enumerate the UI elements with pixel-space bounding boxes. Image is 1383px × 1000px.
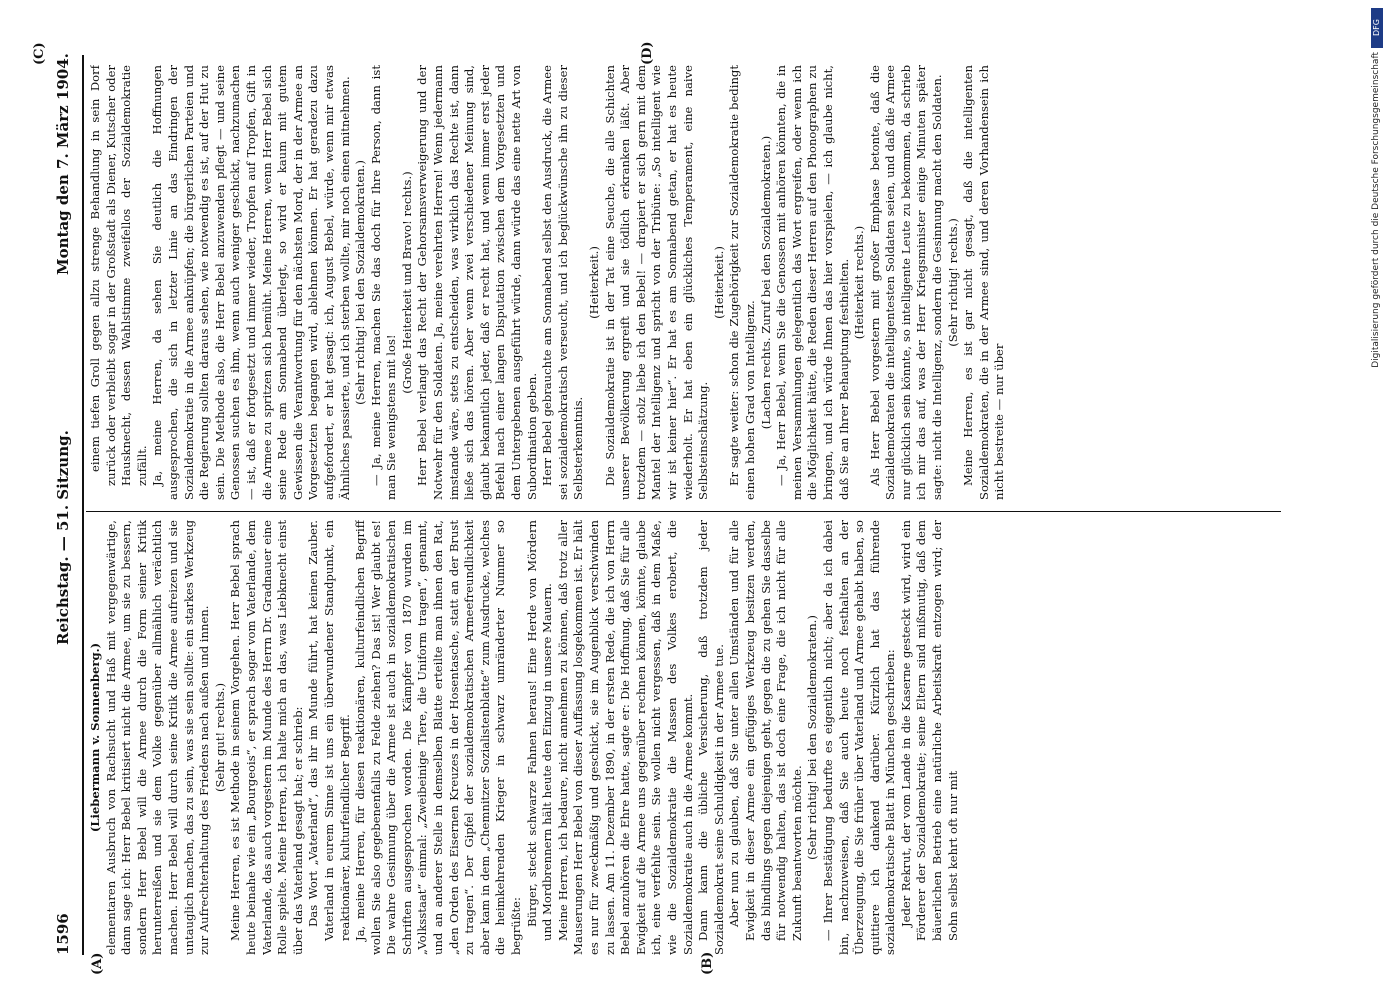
interjection: (Sehr richtig! bei den Sozialdemokraten.): [353, 160, 368, 405]
quotation: Das Wort „Vaterland“, das ihr im Munde führt, hat keinen Zauber. Vaterland in eurem Sinne ist uns ein überwundener Standpunkt, ein reaktionärer, kulturfeindlicher Begriff.: [306, 520, 352, 941]
page-number: 1596: [54, 913, 72, 955]
paragraph: — Ihrer Bestätigung bedurfte es eigentlich nicht; aber da ich dabei bin, nachzuweisen, daß Sie auch heute noch festhalten an der Überzeugung, die Sie früher über Vaterland und Armee gehabt haben, so quittiere ich dankend darüber. Kürzlich hat das führende sozialdemokratische Blatt in München geschrieben:: [820, 520, 898, 955]
page-header: [50, 45, 78, 975]
paragraph: Meine Herren, es ist gar nicht gesagt, daß die intelligenten Sozialdemokraten, die in der Armee sind, und deren Vorhandensein ich nicht bestreite — nur über: [961, 65, 1007, 500]
paragraph: Herr Bebel verlangt das Recht der Gehorsamsverweigerung und der Notwehr für den Soldaten. Ja, meine verehrten Herren! Wenn jedermann imstande wäre, stets zu entscheiden, was wirklich das Rechte ist, dann ließe sich das hören. Aber wenn zwei verschiedener Meinung sind, glaubt bekanntlich jeder, daß er recht hat, und wenn immer erst jeder Befehl nach einer langen Disputation zwischen dem Vorgesetzten und dem Untergebenen ausgeführt würde, dann würde das eine nette Art von Subordination geben.: [415, 65, 539, 500]
dfg-logo: DFG: [1371, 8, 1383, 48]
interjection: (Lachen rechts. Zuruf bei den Sozialdemokraten.): [758, 135, 773, 430]
interjection: (Heiterkeit.): [587, 246, 601, 319]
column-divider: [86, 511, 1281, 512]
quotation: Aber nun zu glauben, daß Sie unter allen Umständen und für alle Ewigkeit in dieser Armee ein gefügiges Werkzeug besitzen werden, das blindlings gegen diejenigen geht, gegen die zu gehen Sie dasselbe für notwendig halten, das ist doch eine Frage, die ich nicht für alle Zukunft beantworten möchte.: [727, 520, 804, 941]
rotated-page-content: [32, 41, 1310, 975]
quotation: Jeder Rekrut, der vom Lande in die Kaserne gesteckt wird, wird ein Förderer der Sozialdemokratie; seine Eltern sind mißmutig, daß dem bäuerlichen Betrieb eine natürliche Arbeitskraft entzogen wird; der Sohn selbst kehrt oft nur mit: [898, 520, 960, 941]
paragraph: Meine Herren, es ist Methode in seinem Vorgehen. Herr Bebel sprach heute beinahe wie ein „Bourgeois“, er sprach sogar vom Vaterlande, dem Vaterlande, das auch vorgestern im Munde des Herrn Dr. Gradnauer eine Rolle spielte. Meine Herren, ich halte mich an das, was Liebknecht einst über das Vaterland gesagt hat; er schrieb:: [228, 520, 305, 955]
digitization-credit: Digitalisierung gefördert durch die Deutsche Forschungsgemeinschaft: [1371, 52, 1381, 368]
right-column: [88, 65, 1278, 500]
header-rule: [82, 55, 84, 955]
paragraph: Als Herr Bebel vorgestern mit großer Emphase betonte, daß die Sozialdemokraten die intelligentesten Soldaten seien, und daß die Armee nur glücklich sein könnte, so intelligente Leute zu bekommen, da schrieb ich mir das auf, was der Herr Kriegsminister einige Minuten später sagte: nicht die Intelligenz, sondern die Gesinnung macht den Soldaten.: [867, 65, 945, 500]
paragraph: Dann kann die übliche Versicherung, daß trotzdem jeder Sozialdemokrat seine Schuldigkeit in der Armee tue.: [696, 520, 726, 955]
margin-marker-b: (B): [700, 951, 715, 975]
paragraph: Er sagte weiter: schon die Zugehörigkeit zur Sozialdemokratie bedingt einen hohen Grad von Intelligenz.: [727, 65, 757, 500]
paragraph: elementaren Ausbruch von Rachsucht und Haß mit vergegenwärtige, dann sage ich: Herr Bebel kritisiert nicht die Armee, um sie zu bessern, sondern Herr Bebel will die Armee durch die Form seiner Kritik herunterreißen und sie dem Volke gegenüber allmählich verächtlich machen. Herr Bebel will durch seine Kritik die Armee aufreizen und sie untauglich machen, das zu sein, was sie sein sollte: ein starkes Werkzeug zur Aufrechterhaltung des Friedens nach außen und innen.: [103, 520, 212, 955]
speaker-name: (Liebermann v. Sonnenberg.): [88, 642, 102, 833]
paragraph: Ja, meine Herren, da sehen Sie deutlich die Hoffnungen ausgesprochen, die sich in letzter Linie an das Eindringen der Sozialdemokratie in die Armee anknüpfen; die bürgerlichen Parteien und die Regierung sollten daraus sehen, wie notwendig es ist, auf der Hut zu sein. Die Methode also, die Herr Bebel anzuwenden pflegt — und seine Genossen suchen es ihm, wenn auch weniger geschickt, nachzumachen — ist, daß er fortgesetzt und immer wieder, Tropfen auf Tropfen, Gift in die Armee zu spritzen sich bemüht. Meine Herren, wenn Herr Bebel sich seine Rede am Sonnabend überlegt, so wird er kaum mit gutem Gewissen die Verantwortung für den nächsten Mord, der in der Armee an Vorgesetzten begangen wird, ablehnen können. Er hat geradezu dazu aufgefordert, er hat gesagt: ich, August Bebel, würde, wenn mir etwas Ähnliches passierte, und ich sterben wollte, mir noch einen mitnehmen.: [150, 65, 352, 500]
interjection: (Große Heiterkeit und Bravo! rechts.): [399, 171, 414, 394]
paragraph: Herr Bebel gebrauchte am Sonnabend selbst den Ausdruck, die Armee sei sozialdemokratisch verseucht, und ich beglückwünsche ihn zu dieser Selbsterkenntnis.: [540, 65, 586, 500]
interjection: (Heiterkeit.): [711, 246, 726, 319]
paragraph: — Ja, Herr Bebel, wenn Sie die Genossen mit anhören könnten, die in meinen Versammlungen gelegentlich das Wort ergreifen, oder wenn ich die Möglichkeit hätte, die Reden dieser Herren auf den Phonographen zu bringen, und ich würde Ihnen das hier vorspielen, — ich glaube nicht, daß Sie an Ihrer Behauptung festhielten.: [774, 65, 851, 500]
section-title: Reichstag. — 51. Sitzung.: [54, 430, 72, 645]
interjection: (Sehr richtig! rechts.): [945, 218, 960, 347]
paragraph: — Ja, meine Herren, machen Sie das doch für Ihre Person, dann ist man Sie wenigstens mit los!: [368, 65, 399, 500]
paragraph: Ja, meine Herren, für diesen reaktionären, kulturfeindlichen Begriff wollen Sie also gegebenenfalls zu Felde ziehen? Das ist! Wer glaubt es! Die wahre Gesinnung über die Armee ist auch in sozialdemokratischen Schriften ausgesprochen worden. Die Kämpfer von 1870 wurden im „Volksstaat“ einmal: „Zweibeinige Tiere, die Uniform tragen“, genannt, und an anderer Stelle in demselben Blatte erteilte man ihnen den Rat, „den Orden des Eisernen Kreuzes in der Hosentasche, statt an der Brust zu tragen“. Der Gipfel der sozialdemokratischen Armeefreundlichkeit aber kam in dem „Chemnitzer Sozialistenblatte“ zum Ausdrucke, welches die heimkehrenden Krieger in schwarz umränderter Nummer so begrüßte:: [353, 520, 524, 955]
interjection: (Sehr richtig! bei den Sozialdemokraten.): [805, 615, 820, 860]
margin-marker-a: (A): [90, 952, 105, 975]
issue-date: Montag den 7. März 1904.: [54, 53, 72, 275]
quotation: Bürger, steckt schwarze Fahnen heraus! Eine Herde von Mördern und Mordbrennern hält heute den Einzug in unsere Mauern.: [524, 520, 555, 941]
paragraph: Meine Herren, ich bedaure, nicht annehmen zu können, daß trotz aller Mauserungen Herr Bebel von dieser Auffassung losgekommen ist. Er hält es nur für zweckmäßig und geschickt, sie im Augenblick verschwinden zu lassen. Am 11. Dezember 1890, in der ersten Rede, die ich von Herrn Bebel anzuhören die Ehre hatte, sagte er: Die Hoffnung, daß Sie für alle Ewigkeit auf die Armee uns gegenüber rechnen können, könnte, glaube ich, eine verfehlte sein. Sie wollen nicht vergessen, daß in dem Maße, wie die Sozialdemokratie die Massen des Volkes erobert, die Sozialdemokratie auch in die Armee kommt.: [555, 520, 695, 955]
digitization-sidebar: [1369, 8, 1383, 992]
margin-marker-d: (D): [640, 41, 655, 65]
interjection: (Heiterkeit rechts.): [852, 225, 867, 340]
margin-marker-c: (C): [32, 42, 47, 65]
paragraph: Die Sozialdemokratie ist in der Tat eine Seuche, die alle Schichten unserer Bevölkerung ergreift und sie tödlich erkranken läßt. Aber trotzdem — stolz liebe ich den Bebel! — drapiert er sich gern mit dem Mantel der Intelligenz und spricht von der Tribüne: „So intelligent wie wir ist keiner hier“. Er hat es am Sonnabend getan, er hat es heute wiederholt. Er hat eben ein glückliches Temperament, eine naive Selbsteinschätzung.: [602, 65, 711, 500]
interjection: (Sehr gut! rechts.): [212, 682, 227, 793]
quotation: einem tiefen Groll gegen allzu strenge Behandlung in sein Dorf zurück oder verbleibt sogar in der Großstadt als Diener, Kutscher oder Hausknecht, dessen Wahlstimme zweifellos der Sozialdemokratie zufällt.: [88, 65, 149, 486]
left-column: [88, 520, 1278, 955]
